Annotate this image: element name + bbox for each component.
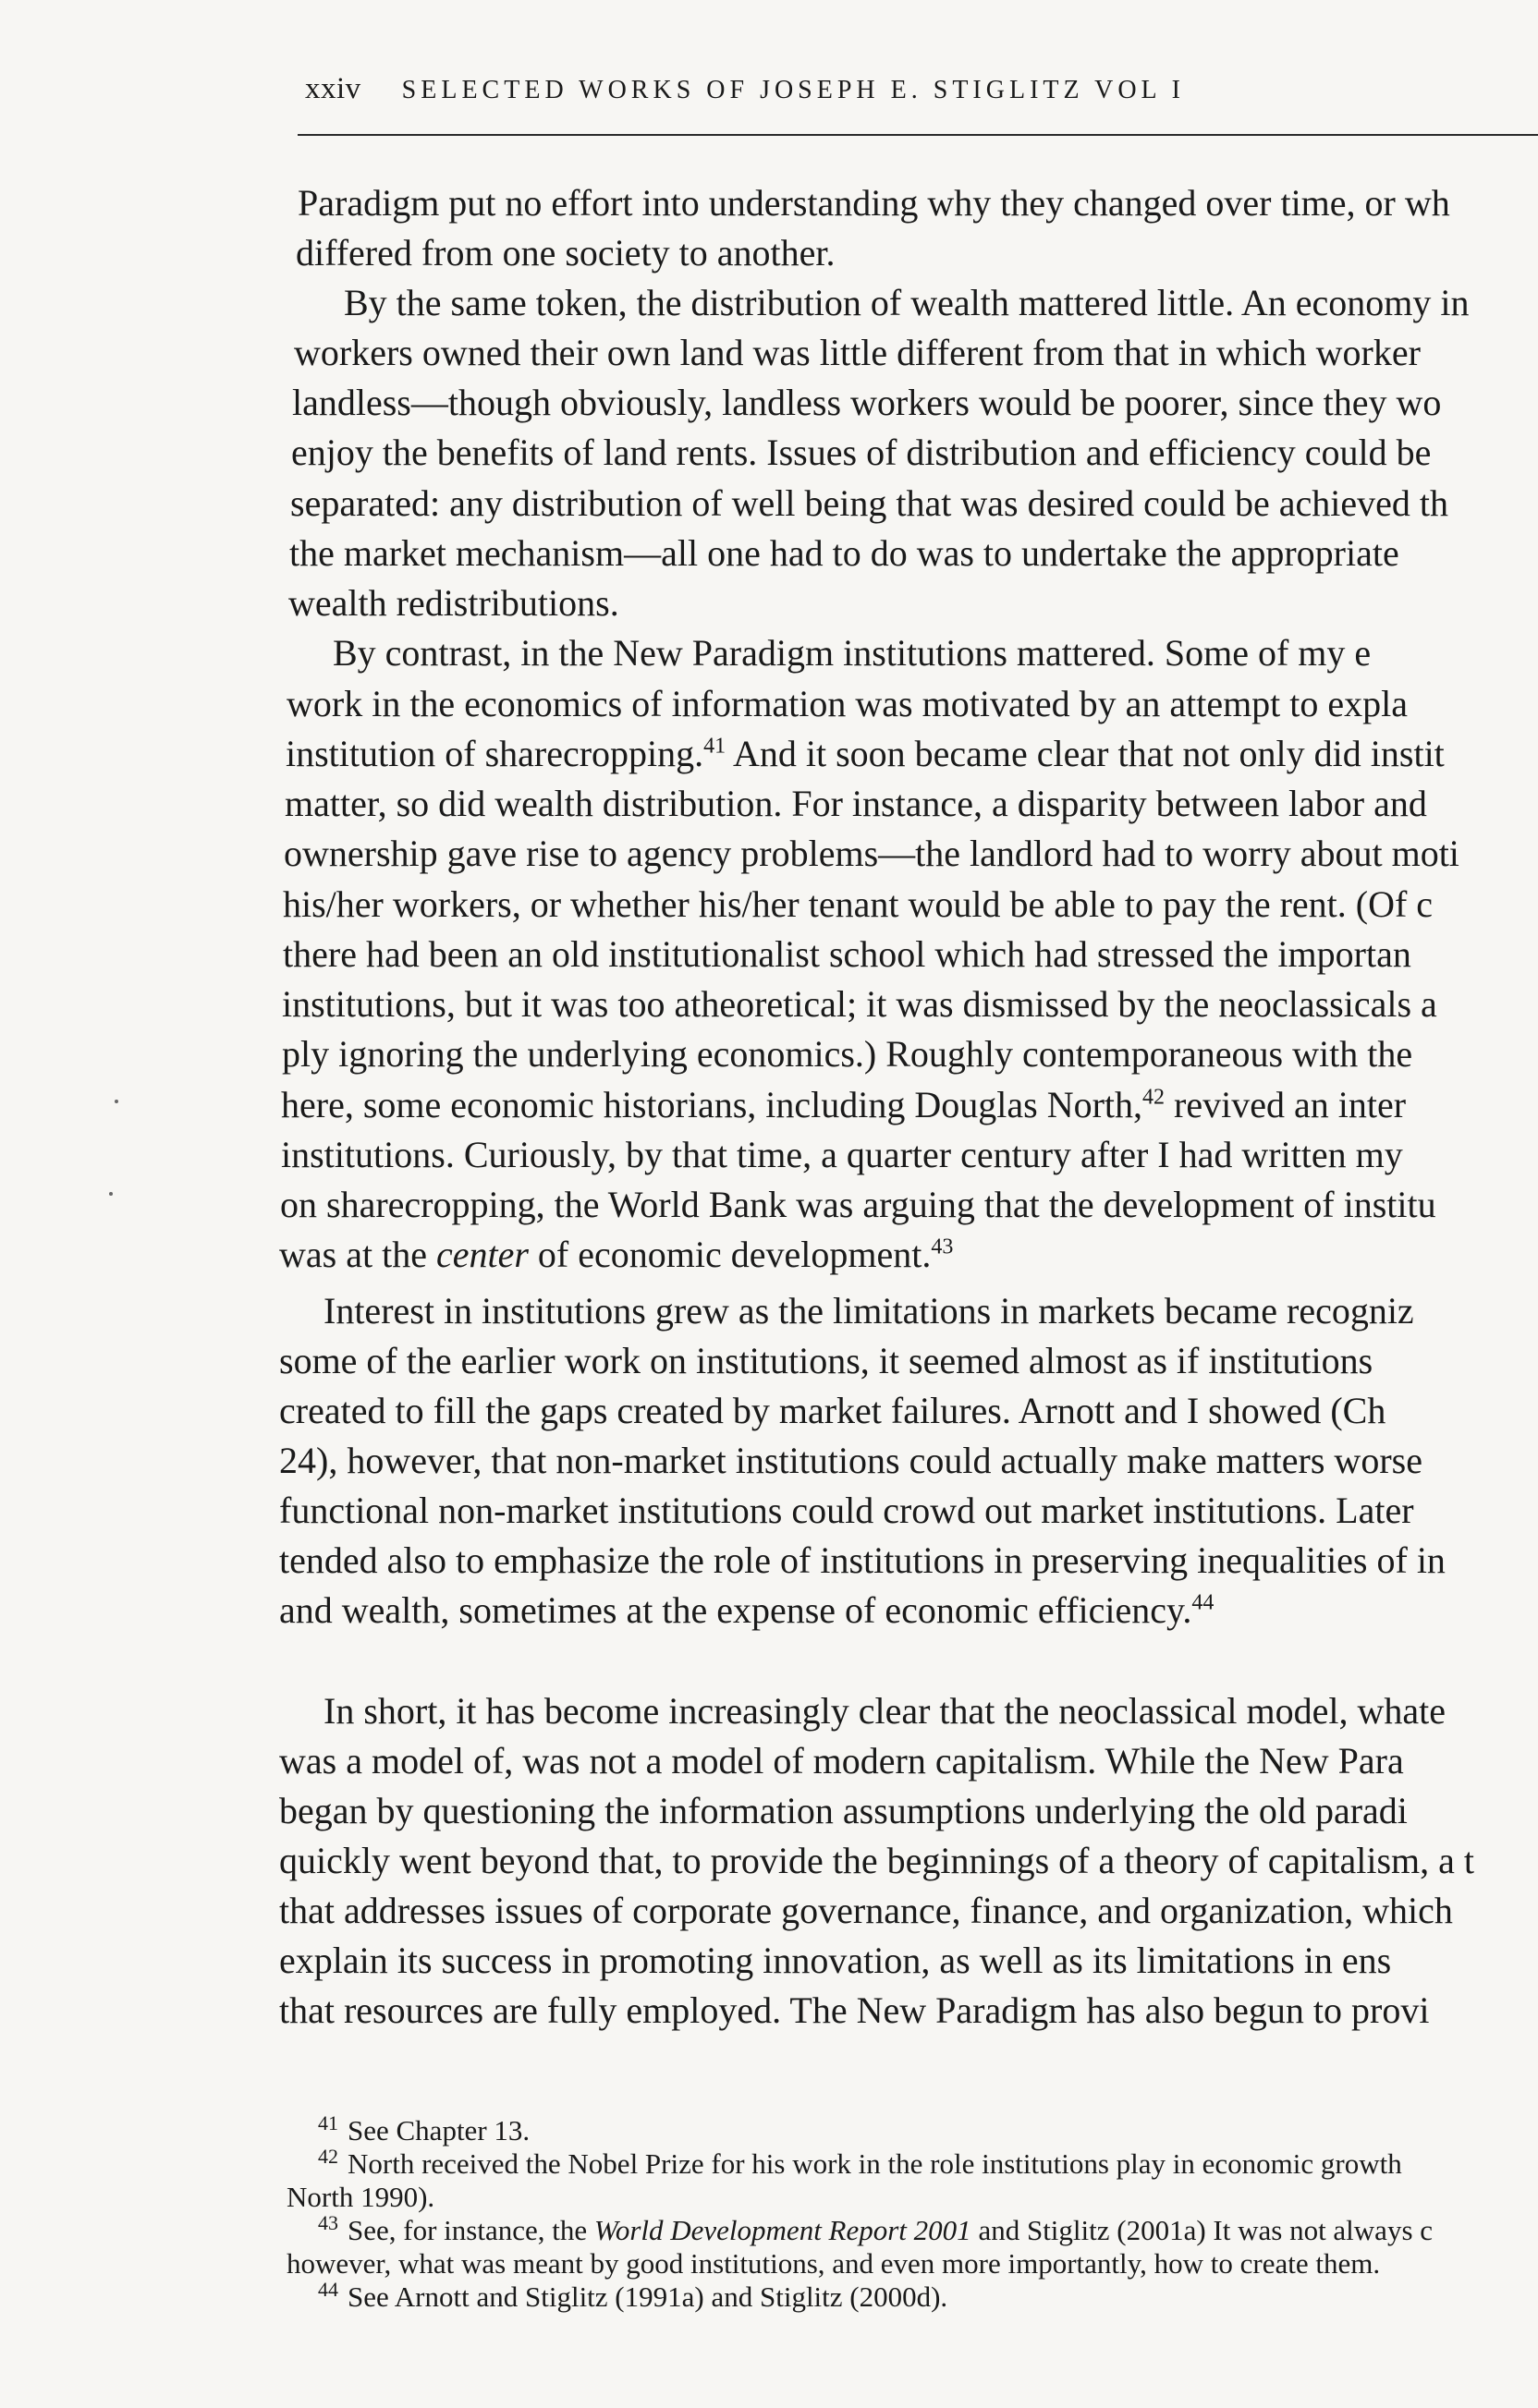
text-line: [279, 1233, 953, 1277]
text-line: the market mechanism—all one had to do was to undertake the appropriate: [289, 532, 1399, 574]
text-line: Interest in institutions grew as the limitations in markets became recogniz: [323, 1290, 1414, 1332]
footnote-number: 41: [318, 2110, 338, 2134]
text-line: Paradigm put no effort into understanding why they changed over time, or wh: [298, 182, 1450, 224]
text-line: on sharecropping, the World Bank was arguing that the development of institu: [280, 1184, 1436, 1225]
footnote-text: See, for instance, the: [348, 2214, 594, 2246]
text-line: separated: any distribution of well being that was desired could be achieved th: [290, 482, 1448, 524]
footnote-41: [318, 2110, 531, 2147]
text-line: In short, it has become increasingly clear that the neoclassical model, whate: [323, 1690, 1446, 1732]
line-text: And it soon became clear that not only did instit: [726, 733, 1445, 774]
footnote-italic: World Development Report 2001: [593, 2214, 971, 2246]
text-line: institutions. Curiously, by that time, a quarter century after I had written my: [281, 1134, 1403, 1175]
text-line: ply ignoring the underlying economics.) Roughly contemporaneous with the: [282, 1033, 1413, 1075]
text-line: workers owned their own land was little different from that in which worker: [294, 332, 1421, 373]
footnote-44: [318, 2277, 948, 2314]
text-line: explain its success in promoting innovation, as well as its limitations in ens: [279, 1940, 1392, 1981]
text-line: wealth redistributions.: [288, 582, 619, 624]
line-text: and wealth, sometimes at the expense of economic efficiency.: [279, 1589, 1192, 1631]
text-line: functional non-market institutions could crowd out market institutions. Later: [279, 1490, 1414, 1531]
text-line: [279, 1588, 1214, 1633]
text-line: tended also to emphasize the role of institutions in preserving inequalities of in: [279, 1539, 1446, 1581]
footnote-number: 43: [318, 2210, 338, 2234]
footnote-number: 44: [318, 2277, 338, 2301]
note-reference: 44: [1191, 1590, 1215, 1615]
header-rule: [298, 134, 1538, 136]
text-line: there had been an old institutionalist school which had stressed the importan: [283, 933, 1411, 975]
footnote-text: See Chapter 13.: [348, 2114, 531, 2147]
text-line: that resources are fully employed. The New Paradigm has also begun to provi: [279, 1989, 1430, 2031]
note-reference: 41: [703, 734, 726, 759]
text-line: landless—though obviously, landless workers would be poorer, since they wo: [292, 382, 1442, 423]
line-text: revived an inter: [1165, 1084, 1407, 1125]
text-line: was a model of, was not a model of modern capitalism. While the New Para: [279, 1740, 1404, 1782]
text-line: By the same token, the distribution of wealth mattered little. An economy in: [344, 282, 1470, 323]
text-line: By contrast, in the New Paradigm institutions mattered. Some of my e: [333, 632, 1372, 674]
note-reference: 42: [1142, 1085, 1166, 1110]
text-line: work in the economics of information was motivated by an attempt to expla: [287, 683, 1409, 724]
text-line: ownership gave rise to agency problems—the landlord had to worry about moti: [284, 833, 1459, 874]
text-line: institutions, but it was too atheoretical; it was dismissed by the neoclassicals a: [282, 983, 1437, 1025]
footnote-text: See Arnott and Stiglitz (1991a) and Stiglitz (2000d).: [348, 2280, 948, 2313]
text-line: differed from one society to another.: [296, 232, 836, 274]
text-line: began by questioning the information assumptions underlying the old paradi: [279, 1790, 1408, 1831]
text-line: matter, so did wealth distribution. For instance, a disparity between labor and: [285, 783, 1427, 824]
scan-speck: [109, 1192, 113, 1196]
footnote-42: [318, 2144, 1402, 2181]
footnote-number: 42: [318, 2144, 338, 2168]
page-number: xxiv: [305, 72, 361, 105]
footnote-text: North received the Nobel Prize for his work in the role institutions play in economic growth: [348, 2147, 1402, 2180]
text-line: some of the earlier work on institutions, it seemed almost as if institutions: [279, 1340, 1373, 1381]
line-text: was at the: [279, 1234, 436, 1275]
text-line: quickly went beyond that, to provide the beginnings of a theory of capitalism, a t: [279, 1840, 1475, 1881]
running-head: [305, 72, 1185, 106]
text-line: his/her workers, or whether his/her tenant would be able to pay the rent. (Of c: [283, 883, 1434, 925]
line-text: of economic development.: [528, 1234, 932, 1275]
note-reference: 43: [931, 1234, 954, 1259]
footnote-42-continued: North 1990).: [287, 2181, 435, 2213]
footnote-43-continued: however, what was meant by good institutions, and even more importantly, how to create them.: [287, 2247, 1381, 2280]
running-head-title: SELECTED WORKS OF JOSEPH E. STIGLITZ VOL I: [401, 76, 1185, 104]
text-line: created to fill the gaps created by market failures. Arnott and I showed (Ch: [279, 1390, 1386, 1431]
scan-speck: [115, 1100, 118, 1103]
line-text: here, some economic historians, including Douglas North,: [281, 1084, 1143, 1125]
footnote-43: [318, 2210, 1434, 2247]
footnote-text: and Stiglitz (2001a) It was not always c: [970, 2214, 1434, 2246]
text-line: [281, 1083, 1406, 1127]
text-line: 24), however, that non-market institutions could actually make matters worse: [279, 1440, 1422, 1481]
text-line: that addresses issues of corporate governance, finance, and organization, which: [279, 1890, 1453, 1931]
text-line: [286, 732, 1445, 776]
italic-text: center: [435, 1234, 529, 1275]
line-text: institution of sharecropping.: [286, 733, 704, 774]
text-line: enjoy the benefits of land rents. Issues of distribution and efficiency could be: [291, 432, 1432, 473]
